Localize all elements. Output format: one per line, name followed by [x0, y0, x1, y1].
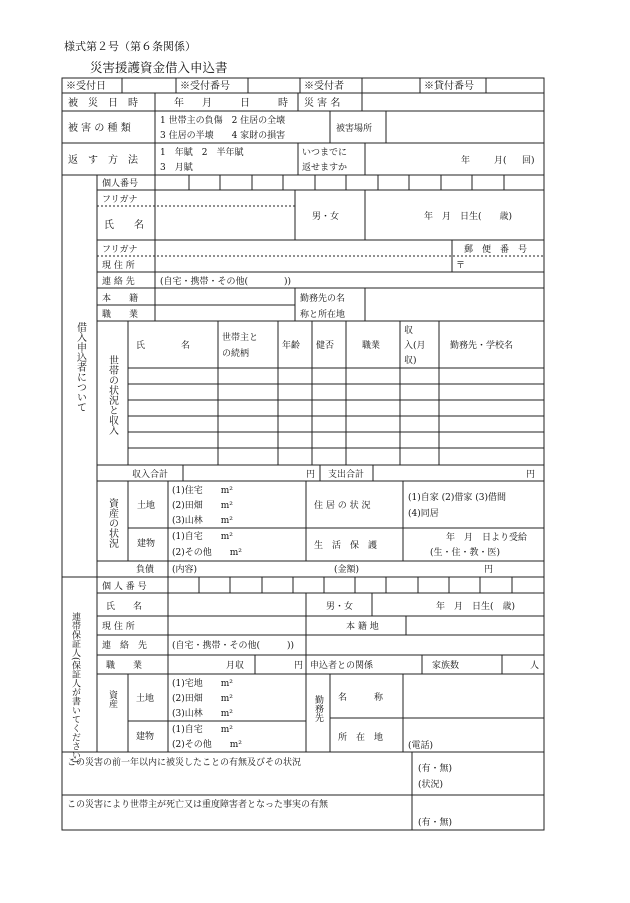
applicant-furigana-label: フリガナ [102, 195, 138, 205]
receipt-date-label: ※受付日 [66, 81, 106, 92]
repay-period-times: 回) [522, 156, 535, 166]
guarantor-assets-label: 資産 [107, 690, 117, 708]
postal-code-label: 郵 便 番 号 [464, 245, 528, 255]
receipt-number-label: ※受付番号 [180, 81, 230, 92]
guarantor-monthly-income: 月収 [226, 661, 245, 671]
guarantor-birthdate: 年 月 日生( 歳) [436, 602, 516, 612]
applicant-name-label: 氏 名 [104, 220, 144, 231]
debt-detail: (内容) [172, 565, 198, 575]
guarantor-address-label: 現 住 所 [102, 622, 135, 632]
prior-disaster-answer: (有・無) [418, 764, 453, 774]
household-col-name: 氏 名 [136, 341, 191, 351]
damage-options-line1: 1 世帯主の負傷 2 住居の全壊 [160, 116, 286, 126]
welfare-since: 年 月 日より受給 [446, 533, 528, 543]
assets-section-label: 資産の状況 [106, 498, 118, 548]
guarantor-building-label: 建物 [136, 732, 155, 742]
applicant-personal-number-label: 個人番号 [102, 179, 139, 189]
repayment-options-line2: 3 月賦 [160, 163, 193, 173]
housing-options-line1: (1)自家 (2)借家 (3)借間 [408, 493, 506, 503]
household-section-label: 世帯の状況と収入 [106, 355, 118, 435]
form-title: 災害援護資金借入申込書 [90, 60, 228, 75]
guarantor-building-home: (1)自宅 m² [172, 725, 233, 735]
applicant-contact-options: (自宅・携帯・その他( )) [160, 277, 292, 287]
damage-place-label: 被害場所 [336, 124, 373, 134]
household-col-occupation: 職業 [362, 341, 381, 351]
household-col-income-line3: 収) [404, 356, 417, 366]
debt-yen: 円 [484, 565, 494, 575]
date-unit-day: 日 [240, 98, 250, 109]
applicant-domicile-label: 本 籍 [102, 294, 139, 304]
expense-total-label: 支出合計 [328, 470, 365, 480]
housing-options-line2: (4)同居 [408, 509, 439, 519]
guarantor-name-label: 氏 名 [106, 602, 143, 612]
applicant-furigana2-label: フリガナ [102, 245, 138, 255]
expense-total-yen: 円 [526, 470, 536, 480]
income-total-label: 収入合計 [132, 470, 169, 480]
guarantor-contact-options: (自宅・携帯・その他( )) [172, 641, 295, 651]
household-col-age: 年齢 [282, 341, 301, 351]
head-death-answer: (有・無) [418, 818, 453, 828]
damage-type-label: 被 害 の 種 類 [68, 123, 131, 134]
welfare-types: (生・住・教・医) [430, 548, 501, 558]
form-number: 様式第２号（第６条関係） [64, 40, 196, 53]
head-death-question: この災害により世帯主が死亡又は重度障害者となった事実の有無 [67, 800, 329, 810]
guarantor-personal-number-label: 個 人 番 号 [102, 582, 147, 592]
guarantor-workplace-label: 勤務先 [313, 695, 323, 722]
guarantor-gender: 男・女 [326, 602, 354, 612]
guarantor-occupation-label: 職 業 [106, 661, 143, 671]
repayment-method-label: 返 す 方 法 [68, 155, 138, 166]
guarantor-land-forest: (3)山林 m² [172, 709, 233, 719]
repay-period-year: 年 [461, 156, 471, 166]
assets-land-label: 土地 [137, 501, 156, 511]
debt-amount: (金額) [334, 565, 360, 575]
housing-status-label: 住 居 の 状 況 [314, 501, 371, 511]
assets-building-home: (1)自宅 m² [172, 532, 233, 542]
household-col-relation-line2: の続柄 [222, 349, 250, 359]
applicant-gender: 男・女 [312, 212, 340, 222]
assets-land-forest: (3)山林 m² [172, 516, 233, 526]
assets-building-label: 建物 [137, 539, 156, 549]
date-unit-month: 月 [202, 98, 212, 109]
workplace-label-line2: 称と所在地 [300, 310, 346, 320]
workplace-label-line1: 勤務先の名 [300, 294, 346, 304]
applicant-address-label: 現 住 所 [102, 261, 135, 271]
guarantor-contact-label: 連 絡 先 [102, 641, 148, 651]
debt-label: 負債 [136, 565, 155, 575]
repay-period-month: 月( [494, 156, 507, 166]
guarantor-income-yen: 円 [294, 661, 304, 671]
applicant-birthdate: 年 月 日生( 歳) [424, 212, 513, 222]
guarantor-section-label: 連帯保証人(保証人が書いてください) [70, 612, 80, 764]
table-grid [62, 78, 544, 830]
household-col-relation-line1: 世帯主と [222, 333, 259, 343]
postal-mark: 〒 [456, 261, 466, 271]
date-unit-hour: 時 [278, 98, 288, 109]
repay-until-line1: いつまでに [302, 148, 348, 158]
guarantor-relation-label: 申込者との関係 [310, 661, 374, 671]
household-col-health: 健否 [316, 341, 335, 351]
loan-number-label: ※貸付番号 [424, 81, 474, 92]
damage-options-line2: 3 住居の半壊 4 家財の損害 [160, 131, 286, 141]
applicant-contact-label: 連 絡 先 [102, 277, 135, 287]
guarantor-domicile-label: 本 籍 地 [346, 622, 379, 632]
guarantor-persons-unit: 人 [530, 661, 540, 671]
assets-land-farmland: (2)田畑 m² [172, 501, 233, 511]
prior-disaster-question: この災害の前一年以内に被災したことの有無及びその状況 [67, 758, 302, 768]
repay-until-line2: 返せますか [302, 163, 348, 173]
applicant-section-label: 借入申込者について [74, 322, 86, 412]
guarantor-workplace-location: 所 在 地 [338, 733, 384, 743]
welfare-label: 生 活 保 護 [314, 541, 378, 551]
assets-building-other: (2)その他 m² [172, 548, 242, 558]
assets-land-residential: (1)住宅 m² [172, 486, 233, 496]
guarantor-building-other: (2)その他 m² [172, 740, 242, 750]
guarantor-land-label: 土地 [136, 694, 155, 704]
disaster-name-label: 災 害 名 [304, 98, 341, 109]
household-col-income-line1: 収 [404, 326, 414, 336]
repayment-options-line1: 1 年賦 2 半年賦 [160, 148, 244, 158]
household-col-workplace: 勤務先・学校名 [450, 341, 514, 351]
prior-disaster-status: (状況) [418, 780, 444, 790]
date-unit-year: 年 [174, 98, 184, 109]
guarantor-land-residential: (1)宅地 m² [172, 679, 233, 689]
guarantor-land-farmland: (2)田畑 m² [172, 694, 233, 704]
receiver-label: ※受付者 [304, 81, 344, 92]
applicant-occupation-label: 職 業 [102, 310, 139, 320]
guarantor-family-count: 家族数 [432, 661, 460, 671]
guarantor-workplace-name: 名 称 [338, 693, 384, 703]
disaster-date-label: 被 災 日 時 [68, 98, 138, 109]
guarantor-phone: (電話) [408, 741, 434, 751]
income-total-yen: 円 [306, 470, 316, 480]
household-col-income-line2: 入(月 [404, 341, 426, 351]
